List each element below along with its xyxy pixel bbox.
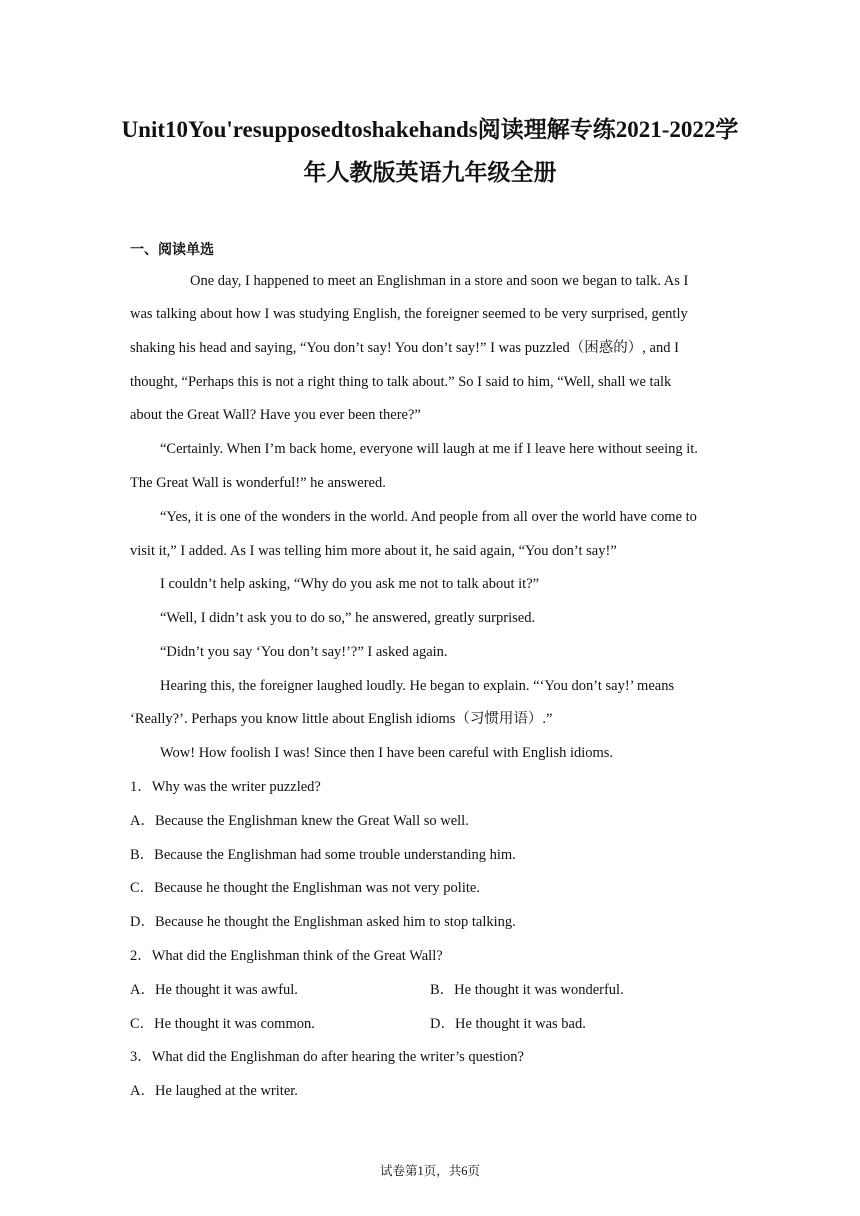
answer-option-a[interactable]: A．Because the Englishman knew the Great Wall so well.	[130, 813, 469, 829]
passage-line: shaking his head and saying, “You don’t say! You don’t say!” I was puzzled（困惑的）, and I	[130, 340, 679, 356]
answer-option-d[interactable]: D．Because he thought the Englishman asked him to stop talking.	[130, 914, 516, 930]
passage-line: One day, I happened to meet an Englishman in a store and soon we began to talk. As I	[190, 273, 689, 289]
question-stem: 2．What did the Englishman think of the Great Wall?	[130, 948, 443, 964]
passage-line: “Yes, it is one of the wonders in the world. And people from all over the world have come to	[160, 509, 697, 525]
passage-line: visit it,” I added. As I was telling him more about it, he said again, “You don’t say!”	[130, 543, 617, 559]
passage-line: Hearing this, the foreigner laughed loudly. He began to explain. “‘You don’t say!’ means	[160, 678, 675, 694]
passage-line: ‘Really?’. Perhaps you know little about English idioms（习惯用语）.”	[130, 711, 553, 727]
passage-line: “Didn’t you say ‘You don’t say!’?” I asked again.	[160, 644, 448, 660]
document-title-line-1: Unit10You'resupposedtoshakehands阅读理解专练2021-2022学	[121, 117, 739, 142]
answer-option-b[interactable]: B．Because the Englishman had some trouble understanding him.	[130, 847, 516, 863]
answer-option-c[interactable]: C．Because he thought the Englishman was not very polite.	[130, 880, 480, 896]
answer-option-a[interactable]: A．He thought it was awful.	[130, 982, 298, 998]
answer-option-a[interactable]: A．He laughed at the writer.	[130, 1083, 298, 1099]
passage-line: “Well, I didn’t ask you to do so,” he answered, greatly surprised.	[160, 610, 536, 626]
passage-line: “Certainly. When I’m back home, everyone will laugh at me if I leave here without seeing it.	[160, 441, 698, 457]
passage-line: The Great Wall is wonderful!” he answered.	[130, 475, 386, 491]
passage-line: was talking about how I was studying English, the foreigner seemed to be very surprised, gently	[130, 306, 688, 322]
page-footer: 试卷第1页，共6页	[379, 1164, 480, 1178]
question-stem: 3．What did the Englishman do after hearing the writer’s question?	[130, 1049, 524, 1065]
answer-option-d[interactable]: D．He thought it was bad.	[430, 1016, 586, 1032]
document-title-line-2: 年人教版英语九年级全册	[303, 160, 557, 185]
section-heading: 一、阅读单选	[130, 243, 214, 258]
question-stem: 1．Why was the writer puzzled?	[130, 779, 321, 795]
answer-option-c[interactable]: C．He thought it was common.	[130, 1016, 315, 1032]
passage-line: Wow! How foolish I was! Since then I have been careful with English idioms.	[160, 745, 614, 761]
answer-option-b[interactable]: B．He thought it was wonderful.	[430, 982, 624, 998]
passage-line: about the Great Wall? Have you ever been there?”	[130, 407, 421, 423]
passage-line: thought, “Perhaps this is not a right thing to talk about.” So I said to him, “Well, shall we talk	[130, 374, 672, 390]
passage-line: I couldn’t help asking, “Why do you ask me not to talk about it?”	[160, 576, 540, 592]
